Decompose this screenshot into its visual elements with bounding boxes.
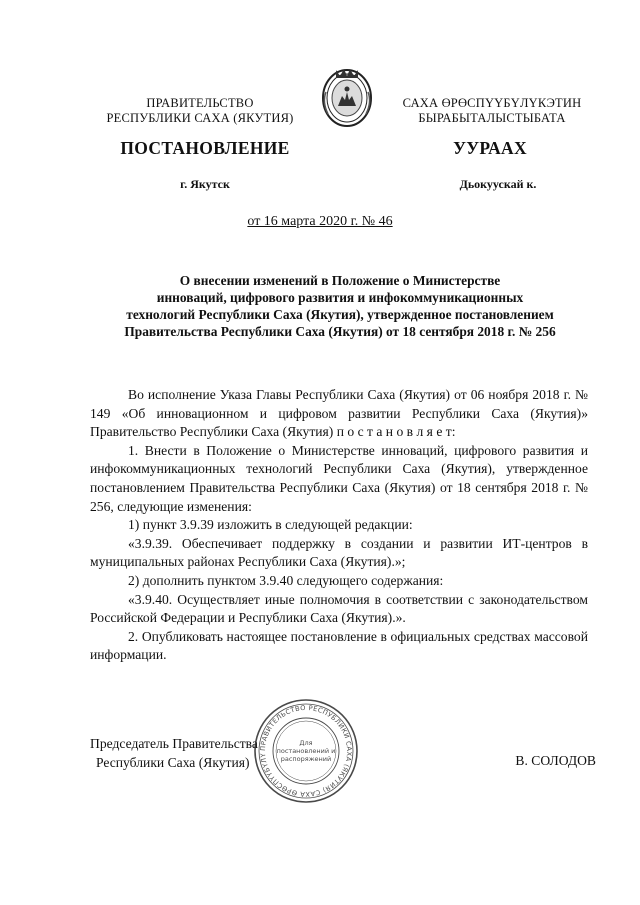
body-paragraph: «3.9.39. Обеспечивает поддержку в создании и развитии ИТ-центров в муниципальных районах Республики Саха (Якутия).»; xyxy=(90,535,588,570)
issuer-ru-line1: ПРАВИТЕЛЬСТВО xyxy=(146,96,254,110)
body-paragraph: Во исполнение Указа Главы Республики Саха (Якутия) от 06 ноября 2018 г. № 149 «Об инновационном и цифровом развитии Республики Саха (Якутия)» Правительство Республики Саха (Якутия) п о с т а н о в л я е т: xyxy=(90,387,588,440)
signatory-name: В. СОЛОДОВ xyxy=(515,753,596,768)
issuer-sakha-line1: САХА ӨРӨСПҮҮБҮЛҮКЭТИН xyxy=(402,96,582,110)
seal-ring-text: ПРАВИТЕЛЬСТВО РЕСПУБЛИКИ САХА (ЯКУТИЯ) САХА ӨРӨСПҮҮБҮЛҮ xyxy=(258,703,354,799)
issuer-ru-line2: РЕСПУБЛИКИ САХА (ЯКУТИЯ) xyxy=(106,111,294,125)
body-paragraph: 2) дополнить пунктом 3.9.40 следующего содержания: xyxy=(128,572,444,588)
issuer-sakha-line2: БЫРАБЫТАЛЫСТЫБАТА xyxy=(418,111,566,125)
signatory-position-line1: Председатель Правительства xyxy=(90,736,258,751)
city-ru: г. Якутск xyxy=(180,177,230,191)
coat-of-arms-emblem xyxy=(318,62,376,130)
subject-line: инноваций, цифрового развития и инфокоммуникационных xyxy=(156,290,524,305)
body-paragraph: 1. Внести в Положение о Министерстве инноваций, цифрового развития и инфокоммуникационных технологий Республики Саха (Якутия), утвержденное постановлением Правительства Республики Саха (Якутия) от 18 сентября 2018 г. № 256, следующие изменения: xyxy=(90,442,588,514)
document-type-sakha: УУРААХ xyxy=(453,138,527,158)
seal-center-line3: распоряжений xyxy=(280,755,332,763)
document-subject xyxy=(90,272,590,340)
subject-line: О внесении изменений в Положение о Министерстве xyxy=(179,273,501,288)
city-sakha: Дьокуускай к. xyxy=(459,177,537,191)
subject-line: технологий Республики Саха (Якутия), утвержденное постановлением xyxy=(126,307,554,322)
signatory-position-line2: Республики Саха (Якутия) xyxy=(96,754,250,770)
subject-line: Правительства Республики Саха (Якутия) от 18 сентября 2018 г. № 256 xyxy=(124,324,556,339)
document-type-ru: ПОСТАНОВЛЕНИЕ xyxy=(120,138,290,158)
seal-center-line2: постановлений и xyxy=(276,747,336,755)
official-seal xyxy=(252,697,360,805)
document-body xyxy=(90,386,588,665)
date-number: от 16 марта 2020 г. № 46 xyxy=(247,214,393,229)
seal-center-line1: Для xyxy=(299,739,313,747)
issuer-sakha xyxy=(382,96,602,126)
date-number-line xyxy=(0,214,640,230)
issuer-ru xyxy=(100,96,300,126)
body-paragraph: 2. Опубликовать настоящее постановление в официальных средствах массовой информации. xyxy=(90,628,588,663)
body-paragraph: «3.9.40. Осуществляет иные полномочия в соответствии с законодательством Российской Федерации и Республики Саха (Якутия).». xyxy=(90,591,588,626)
body-paragraph: 1) пункт 3.9.39 изложить в следующей редакции: xyxy=(128,517,413,533)
